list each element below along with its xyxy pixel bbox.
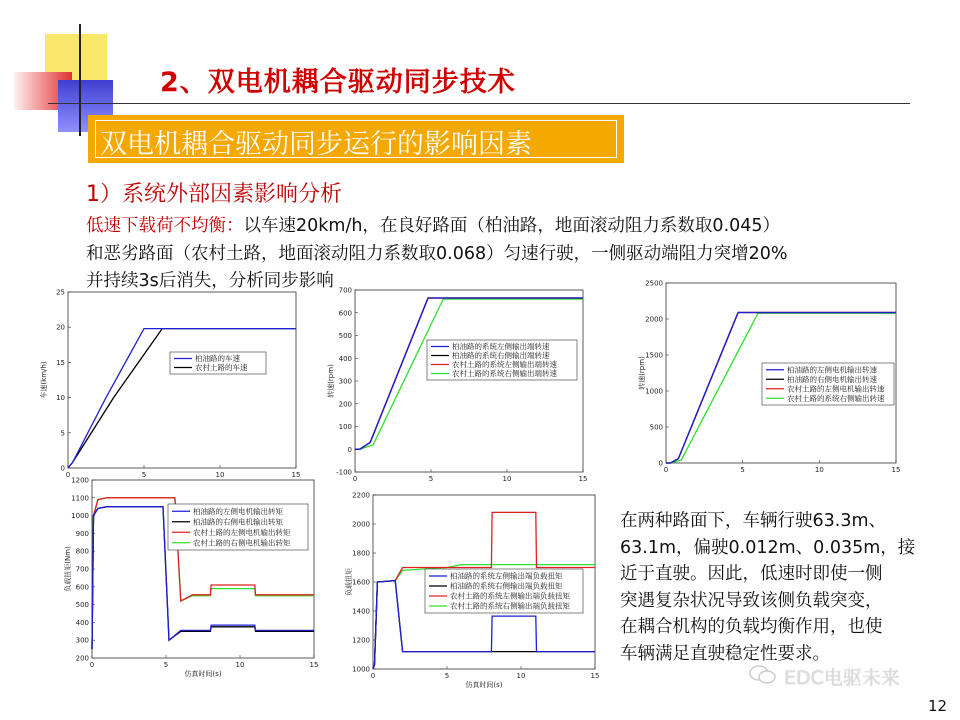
y-tick-label: 10 [56,394,65,403]
y-tick-label: 1800 [352,549,370,558]
y-tick-label: 200 [338,400,352,409]
chart-vehicle-speed [40,286,301,479]
x-tick-label: 5 [163,661,169,669]
chart-motor-speed [628,277,902,481]
chart-legend [427,340,577,380]
y-tick-label: 0 [347,445,352,454]
legend-label: 柏油路的车速 [195,354,240,364]
legend-label: 农村土路的系统右侧输出端负载扭矩 [450,601,570,611]
paragraph-highlight: 低速下载荷不均衡： [86,216,244,236]
x-tick-label: 15 [578,475,588,483]
y-axis-label: 转速(rpm) [638,356,646,390]
legend-label: 柏油路的左侧电机输出转矩 [193,506,283,516]
section-banner-text: 双电机耦合驱动同步运行的影响因素 [100,129,532,160]
watermark [750,663,900,690]
legend-label: 柏油路的右侧电机输出转矩 [193,517,283,527]
watermark-text: EDC电驱未来 [784,667,900,689]
x-tick-label: 5 [444,672,450,680]
legend-label: 农村土路的左侧电机输出转速 [787,384,885,394]
x-tick-label: 10 [235,661,245,669]
y-tick-label: 2000 [352,520,370,529]
paragraph-line-1 [86,212,780,237]
legend-label: 柏油路的系统左侧输出端转速 [452,342,550,352]
chart-motor-torque [40,476,320,682]
y-tick-label: 1600 [352,578,370,587]
y-axis-label: 车速(km/h) [40,361,48,399]
legend-label: 农村土路的系统左侧输出端转速 [452,360,557,370]
x-tick-label: 10 [215,471,225,479]
x-axis-label: 仿真时间(s) [465,681,503,689]
x-axis-label: 仿真时间(s) [184,670,222,678]
conclusion-line: 近于直驶。因此，低速时即使一侧 [620,564,883,584]
subheading: 1）系统外部因素影响分析 [86,182,342,207]
y-tick-label: 500 [338,332,352,340]
y-tick-label: 1000 [352,665,370,674]
decor-vertical-line [79,24,81,136]
x-tick-label: 15 [309,661,319,669]
y-tick-label: 0 [658,459,663,468]
chart-legend [168,504,308,550]
paragraph-line-3: 并持续3s后消失，分析同步影响 [86,271,334,291]
y-tick-label: 15 [56,358,65,367]
y-tick-label: 1200 [71,476,89,485]
legend-label: 农村土路的系统左侧输出端负载扭矩 [450,591,570,601]
y-tick-label: 700 [75,565,89,574]
x-tick-label: 5 [740,466,745,474]
legend-label: 柏油路的系统左侧输出端负载扭矩 [450,571,563,581]
y-tick-label: 2500 [645,279,663,288]
x-tick-label: 5 [141,471,147,479]
y-tick-label: -100 [336,468,352,477]
x-tick-label: 5 [428,475,434,483]
chart-load-torque [333,487,601,692]
chart-legend [170,352,266,374]
y-tick-label: 2000 [645,315,663,324]
y-tick-label: 300 [75,636,89,645]
y-tick-label: 1400 [352,607,370,616]
paragraph-line-2: 和恶劣路面（农村土路，地面滚动阻力系数取0.068）匀速行驶，一侧驱动端阻力突增20% [86,244,788,264]
legend-label: 柏油路的系统右侧输出端负载扭矩 [450,581,563,591]
y-tick-label: 20 [56,323,65,332]
y-tick-label: 1100 [71,494,89,503]
y-tick-label: 800 [75,547,89,556]
plot-area [68,292,296,468]
y-tick-label: 1500 [645,351,663,360]
chart-legend [425,569,583,613]
legend-label: 柏油路的系统右侧输出端转速 [452,351,550,361]
x-tick-label: 10 [814,466,824,474]
conclusion-line: 突遇复杂状况导致该侧负载突变， [620,590,883,611]
x-tick-label: 10 [502,475,512,483]
conclusion-line: 车辆满足直驶稳定性要求。 [620,643,830,664]
y-tick-label: 1000 [645,387,663,396]
slide-title: 2、双电机耦合驱动同步技术 [160,67,516,98]
y-tick-label: 500 [75,601,89,610]
y-tick-label: 100 [338,423,352,431]
x-tick-label: 0 [370,672,376,680]
legend-label: 农村土路的左侧电机输出转矩 [193,527,291,537]
x-tick-label: 0 [89,661,95,669]
conclusion-line: 63.1m，偏驶0.012m、0.035m，接 [620,537,916,558]
y-tick-label: 200 [75,654,89,663]
y-tick-label: 1000 [71,512,89,521]
y-tick-label: 0 [60,464,65,473]
y-tick-label: 700 [338,286,352,295]
y-tick-label: 300 [338,377,352,386]
y-tick-label: 1200 [352,636,370,645]
y-tick-label: 600 [75,583,89,592]
conclusion-text [620,508,960,667]
legend-label: 柏油路的左侧电机输出转速 [787,365,877,375]
y-tick-label: 400 [338,354,352,363]
chart-legend [762,363,894,405]
legend-label: 农村土路的车速 [195,363,248,373]
y-axis-label: 负载扭矩 [345,568,353,596]
conclusion-line: 在耦合机构的负载均衡作用，也使 [620,617,883,637]
y-tick-label: 600 [338,309,352,318]
x-tick-label: 0 [663,466,669,474]
y-tick-label: 500 [649,423,663,432]
y-tick-label: 2200 [352,491,370,500]
legend-label: 农村土路的系统右侧输出端转速 [452,369,557,379]
x-tick-label: 15 [291,471,301,479]
x-tick-label: 0 [352,475,358,483]
paragraph-line-1-text: 以车速20km/h，在良好路面（柏油路，地面滚动阻力系数取0.045） [243,216,781,236]
y-tick-label: 900 [75,529,89,538]
y-tick-label: 25 [56,288,65,297]
x-tick-label: 0 [65,471,71,479]
legend-label: 农村土路的系统右侧输出转速 [787,393,885,403]
y-axis-label: 负载扭矩(Nm) [64,546,72,592]
title-underline [48,103,910,104]
plot-area [355,290,583,472]
legend-label: 农村土路的右侧电机输出转矩 [193,538,291,548]
legend-label: 柏油路的右侧电机输出转速 [787,374,877,384]
chart-output-speed [323,284,591,483]
x-tick-label: 15 [891,466,901,474]
x-tick-label: 15 [590,672,600,680]
y-tick-label: 400 [75,618,89,627]
page-number: 12 [928,697,948,715]
y-tick-label: 5 [60,429,65,438]
x-tick-label: 10 [516,672,526,680]
conclusion-line: 在两种路面下，车辆行驶63.3m、 [620,511,887,531]
y-axis-label: 转速(rpm) [327,364,335,398]
